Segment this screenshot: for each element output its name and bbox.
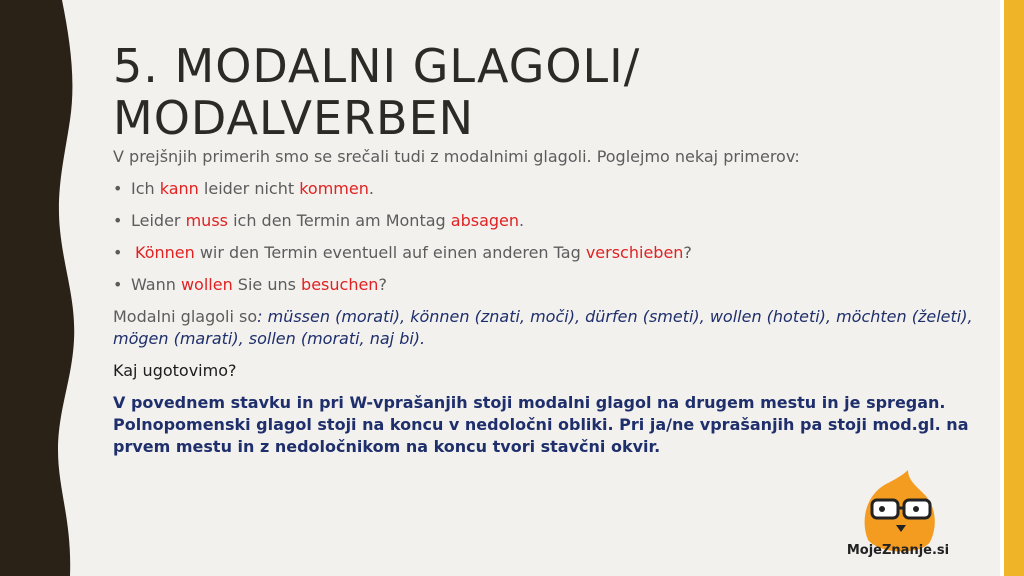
slide-title (113, 40, 993, 144)
intro-text: V prejšnjih primerih smo se srečali tudi z modalnimi glagoli. Poglejmo nekaj primerov: (113, 147, 800, 166)
right-gold-bar (1004, 0, 1024, 576)
example-bullet-4: • Wann wollen Sie uns besuchen? (113, 274, 973, 296)
modal-verb: kann (159, 179, 199, 198)
example-bullet-1: • Ich kann leider nicht kommen. (113, 178, 973, 200)
modal-verb: wollen (180, 275, 233, 294)
modal-list-items: : müssen (morati), können (znati, moči), dürfen (smeti), wollen (hoteti), möchten (želeti), mögen (marati), sollen (morati, naj bi). (113, 307, 973, 348)
modal-verb: Können (135, 243, 195, 262)
main-verb: besuchen (301, 275, 379, 294)
example-bullet-3: • Können wir den Termin eventuell auf einen anderen Tag verschieben? (113, 242, 973, 264)
modal-list-prefix: Modalni glagoli so (113, 307, 258, 326)
modal-verbs-list (113, 306, 973, 350)
modal-verb: muss (185, 211, 228, 230)
question-text: Kaj ugotovimo? (113, 361, 237, 380)
main-verb: absagen (450, 211, 520, 230)
main-verb: kommen (299, 179, 369, 198)
answer-text: V povednem stavku in pri W-vprašanjih stoji modalni glagol na drugem mestu in je spregan. Polnopomenski glagol stoji na koncu v nedoločni obliki. Pri ja/ne vprašanjih pa stoji mod.gl. na prvem mestu in z nedoločnikom na koncu tvori stavčni okvir. (113, 393, 969, 456)
left-wave-decoration (0, 0, 80, 576)
title-line-2: MODALVERBEN (113, 91, 475, 145)
title-line-1: 5. MODALNI GLAGOLI/ (113, 39, 641, 93)
example-bullet-2: • Leider muss ich den Termin am Montag absagen. (113, 210, 973, 232)
main-verb: verschieben (585, 243, 684, 262)
slide-body (113, 146, 973, 468)
logo-text: MojeZnanje.si (846, 543, 950, 558)
